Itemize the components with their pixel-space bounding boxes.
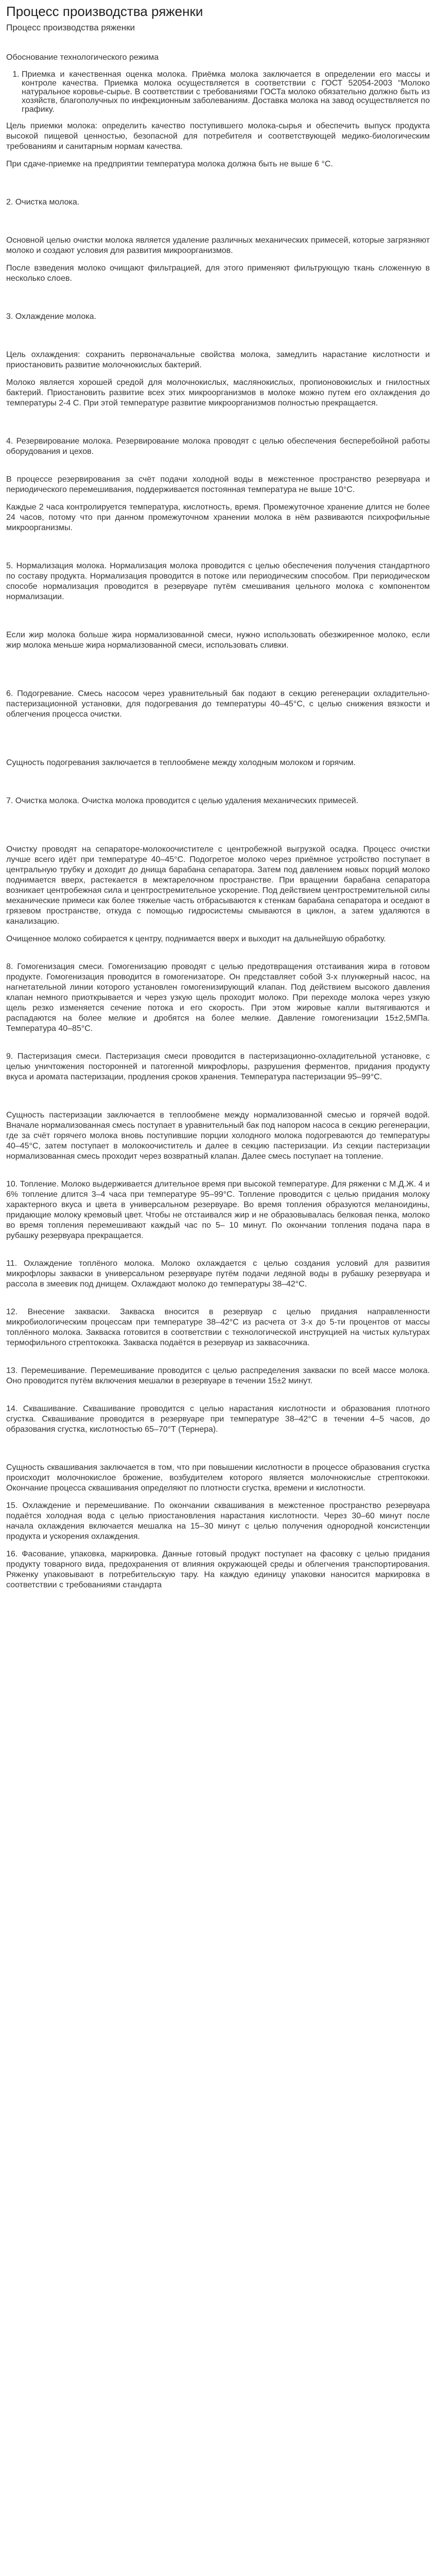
section-heading-cooling-baked: 11. Охлаждение топлёного молока. Молоко охлаждается с целью создания условий для развития микрофлоры закваски в универсальном резервуаре путём подачи ледяной воды в рубашку резервуара и рассола в змеевик под днищем. Охлаждают молоко до температуры 38–42°С.	[6, 1259, 430, 1289]
section-heading-heating: 6. Подогревание. Смесь насосом через уравнительный бак подают в секцию регенерации охладительно-пастеризационной установки, для подогревания до температуры 40–45°С, с целью снижения вязкости и облегчения процесса очистки.	[6, 689, 430, 719]
paragraph: Очистку проводят на сепараторе-молокоочистителе с центробежной выгрузкой осадка. Процесс очистки лучше всего идёт при температуре 40–45°С. Подогретое молоко через приёмное устройство поступает в центральную трубку и доходит до днища барабана сепаратора. Затем под давлением новых порций молоко поднимается вверх, растекается в межтарелочном пространстве. При вращении барабана сепаратора возникает центробежная сила и центростремительное ускорение. Под действием центростремительной силы механические примеси как более тяжелые часть отбрасываются к стенкам барабана сепаратора и оседают в грязевом пространстве, откуда с помощью гидросистемы смываются в циклон, а затем удаляются в канализацию.	[6, 845, 430, 926]
section-heading-pasteurization: 9. Пастеризация смеси. Пастеризация смеси проводится в пастеризационно-охладительной установке, с целью уничтожения посторонней и патогенной микрофлоры, разрушения ферментов, придания продукту вкуса и аромата пастеризации, продления сроков хранения. Температура пастеризации 95–99°С.	[6, 1052, 430, 1081]
section-heading-cleaning: 2. Очистка молока.	[6, 198, 80, 207]
section-heading-cooling: 3. Охлаждение молока.	[6, 312, 96, 321]
section-heading-fermentation: 14. Сквашивание. Сквашивание проводится с целью нарастания кислотности и образования плотного сгустка. Сквашивание проводится в резервуаре при температуре 38–42°С в течении 4–5 часов, до образования сгустка, кислотностью 65–70°Т (Тернера).	[6, 1404, 430, 1434]
paragraph: После взведения молоко очищают фильтрацией, для этого применяют фильтрующую ткань сложенную в несколько слоев.	[6, 264, 430, 283]
paragraph: Каждые 2 часа контролируется температура, кислотность, время. Промежуточное хранение длится не более 24 часов, потому что при данном промежуточном хранении молока в нём развиваются психрофильные микроорганизмы.	[6, 503, 430, 532]
paragraph: При сдаче-приемке на предприятии температура молока должна быть не выше 6 °С.	[6, 160, 333, 168]
paragraph: Сущность пастеризации заключается в теплообмене между нормализованной смесью и горячей водой. Вначале нормализованная смесь поступает в уравнительный бак под напором насоса в секцию регенерации, где за счёт горячего молока вновь поступившие порции холодного молока подогреваются до температуры 40–45°С, затем поступает в молокоочиститель и далее в секцию пастеризации. Из секции пастеризации нормализованная смесь проходит через возвратный клапан. Далее смесь поступает на топление.	[6, 1111, 430, 1161]
paragraph: В процессе резервирования за счёт подачи холодной воды в межстенное пространство резервуара и периодического перемешивания, поддерживается постоянная температура не выше 10°С.	[6, 475, 430, 494]
section-heading-cooling-mixing: 15. Охлаждение и перемешивание. По окончании сквашивания в межстенное пространство резервуара подаётся холодная вода с целью приостановления нарастания кислотности. Через 30–60 минут после начала охлаждения включается мешалка на 15–30 минут с целью получения однородной консистенции продукта и ускорения охлаждения.	[6, 1501, 430, 1541]
page-subtitle: Процесс производства ряженки	[6, 23, 135, 32]
paragraph: Сущность подогревания заключается в теплообмене между холодным молоком и горячим.	[6, 758, 356, 767]
section-heading-normalization: 5. Нормализация молока. Нормализация молока проводится с целью обеспечения получения стандартного по составу продукта. Нормализация проводится в потоке или периодическим способом. При периодическом способе нормализация проводится в резервуаре путём смешивания цельного молока с компонентом нормализации.	[6, 562, 430, 601]
section-heading-reservation: 4. Резервирование молока. Резервирование молока проводят с целью обеспечения бесперебойной работы оборудования и цехов.	[6, 437, 430, 456]
paragraph: Молоко является хорошей средой для молочнокислых, маслянокислых, пропионовокислых и гнилостных бактерий. Приостановить развитие всех этих микроорганизмов в молоке можно путем его охлаждения до температуры 2-4 С. При этой температуре развитие микроорганизмов полностью прекращается.	[6, 378, 430, 408]
paragraph: Очищенное молоко собирается к центру, поднимается вверх и выходит на дальнейшую обработку.	[6, 935, 386, 943]
paragraph: Если жир молока больше жира нормализованной смеси, нужно использовать обезжиренное молоко, если жир молока меньше жира нормализованной смеси, использовать сливки.	[6, 631, 430, 650]
paragraph: Основной целью очистки молока является удаление различных механических примесей, которые загрязняют молоко и создают условия для развития микроорганизмов.	[6, 236, 430, 255]
list-item-acceptance: 1. Приемка и качественная оценка молока. Приёмка молока заключается в определении его массы и контроле качества. Приемка молока осуществляется в соответствии с ГОСТ 52054-2003 “Молоко натуральное коровье-сырье. В соответствии с требованиями ГОСТа молоко обязательно должно быть из хозяйств, благополучных по инфекционным заболеваниям. Доставка молока на завод осуществляется по графику.	[22, 70, 430, 114]
section-heading-packaging: 16. Фасование, упаковка, маркировка. Данные готовый продукт поступает на фасовку с целью придания продукту товарного вида, предохранения от влияния окружающей среды и облегчения транспортирования. Ряженку упаковывают в потребительскую тару. На каждую единицу упаковки наносится маркировка в соответствии с требованиями стандарта	[6, 1550, 430, 1589]
section-heading-mixing: 13. Перемешивание. Перемешивание проводится с целью распределения закваски по всей массе молока. Оно проводится путём включения мешалки в резервуаре в течении 15±2 минут.	[6, 1366, 430, 1385]
page-title: Процесс производства ряженки	[6, 4, 203, 19]
section-heading-baking: 10. Топление. Молоко выдерживается длительное время при высокой температуре. Для ряженки с М.Д.Ж. 4 и 6% топление длится 3–4 часа при температуре 95–99°С. Топление проводится с целью придания молоку характерного вкуса и цвета в универсальном резервуаре. Во время топления образуются меланоидины, придающие молоку кремовый цвет. Чтобы не отстаивался жир и не образовывалась белковая пенка, молоко во время топления перемешивают каждый час по 5– 10 минут. По окончании топления подача пара в рубашку резервуара прекращается.	[6, 1180, 430, 1240]
paragraph: Сущность сквашивания заключается в том, что при повышении кислотности в процессе образования сгустка происходит молочнокислое брожение, возбудителем которого является молочнокислые стрептококки. Окончание процесса сквашивания определяют по плотности сгустка, времени и кислотности.	[6, 1463, 430, 1493]
section-heading-homogenization: 8. Гомогенизация смеси. Гомогенизацию проводят с целью предотвращения отстаивания жира в готовом продукте. Гомогенизация проводится в гомогенизаторе. Он представляет собой 3-х плунжерный насос, на нагнетательной линии которого установлен гомогенизирующий клапан. Под действием высокого давления клапан немного приоткрывается и через узкую щель проходит молоко. При переходе молока через узкую щель резко изменяется сечение потока и его скорость. При этом жировые капли вытягиваются и распадаются на более мелкие и дробятся на более мелкие. Давление гомогенизации 15±2,5МПа. Температура 40–85°С.	[6, 962, 430, 1033]
section-heading-starter: 12. Внесение закваски. Закваска вносится в резервуар с целью придания направленности микробиологическим процессам при температуре 38–42°С из расчета от 3-х до 5-ти процентов от массы топлённого молока. Закваска готовится в соответствии с технологической инструкцией на чистых культурах термофильного стрептококка. Закваска подаётся в резервуар из заквасочника.	[6, 1308, 430, 1347]
section-heading-justification: Обоснование технологического режима	[6, 53, 159, 62]
steps-list	[6, 70, 430, 114]
paragraph: Цель приемки молока: определить качество поступившего молока-сырья и обеспечить выпуск продукта высокой пищевой ценностью, безопасной для потребителя и соответствующей медико-биологическим требованиям и санитарным нормам качества.	[6, 122, 430, 151]
paragraph: Цель охлаждения: сохранить первоначальные свойства молока, замедлить нарастание кислотности и приостановить развитие молочнокислых бактерий.	[6, 350, 430, 369]
section-heading-purification: 7. Очистка молока. Очистка молока проводится с целью удаления механических примесей.	[6, 796, 358, 805]
